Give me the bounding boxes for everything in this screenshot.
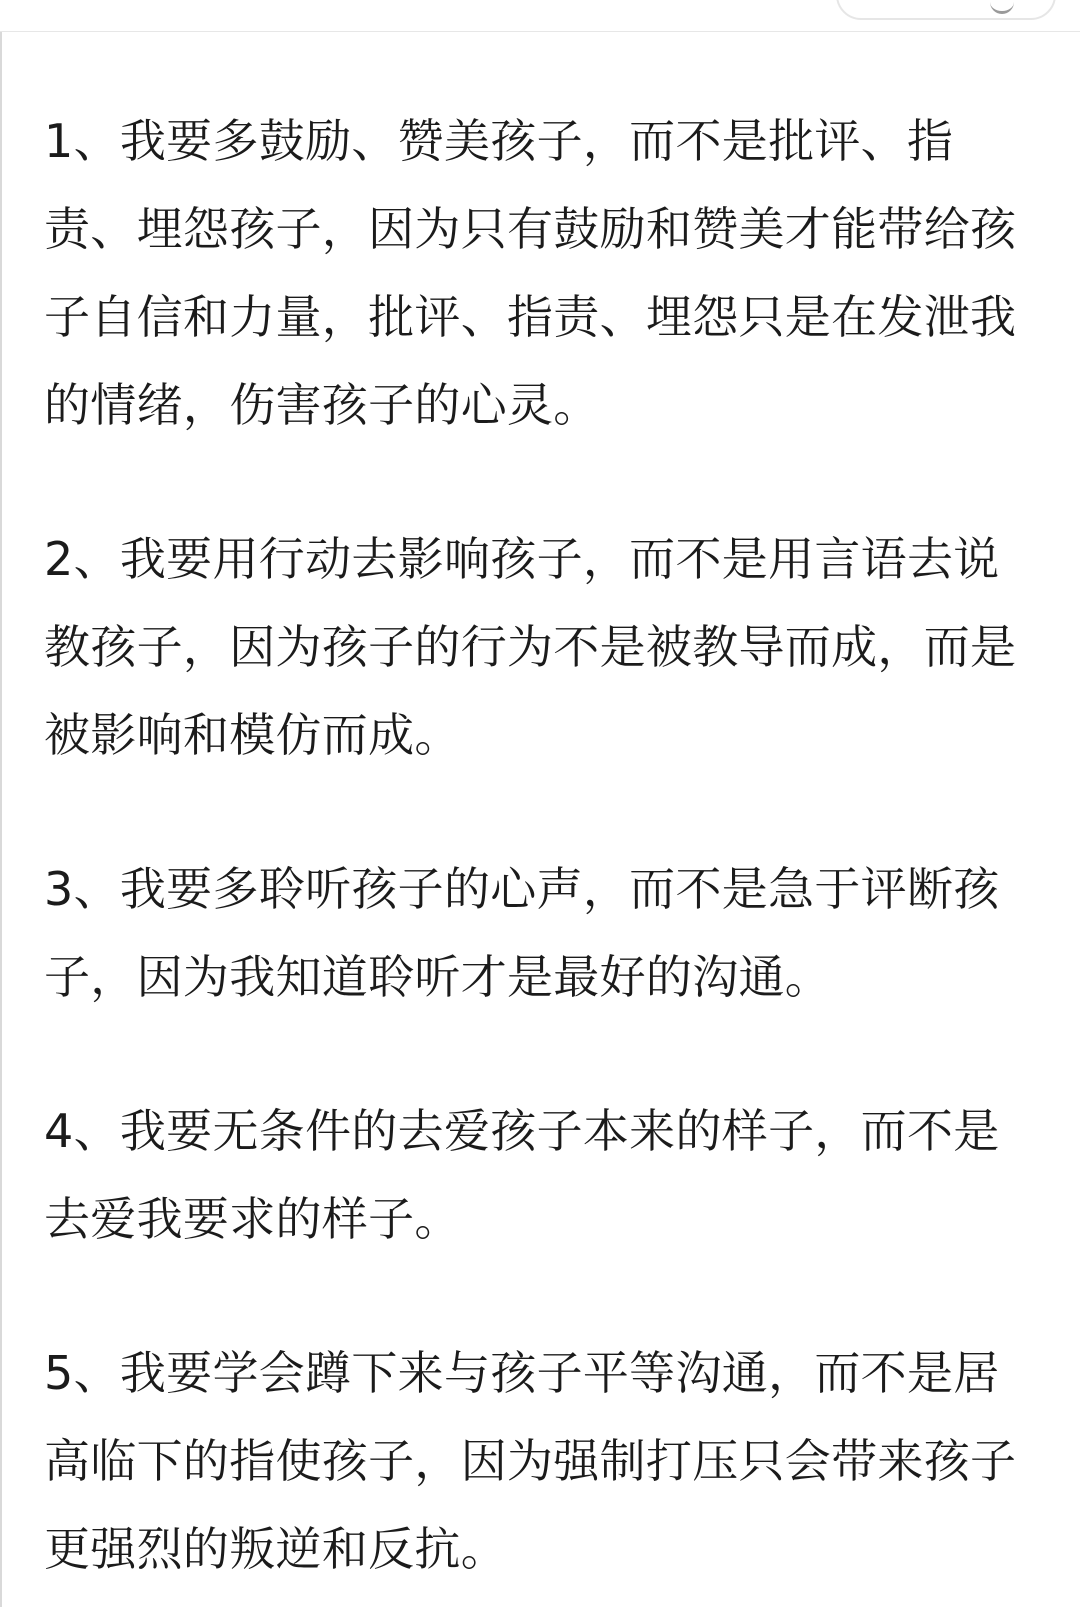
article-body [44, 97, 1044, 1593]
paragraph-2: 2、我要用行动去影响孩子，而不是用言语去说教孩子，因为孩子的行为不是被教导而成，而是被影响和模仿而成。 [44, 532, 1017, 762]
top-action-pill[interactable] [836, 0, 1056, 20]
left-edge-rule [0, 32, 2, 1607]
paragraph-4: 4、我要无条件的去爱孩子本来的样子，而不是去爱我要求的样子。 [44, 1104, 1000, 1246]
partial-control-icon[interactable] [990, 0, 1014, 14]
paragraph-1: 1、我要多鼓励、赞美孩子，而不是批评、指责、埋怨孩子，因为只有鼓励和赞美才能带给孩子自信和力量，批评、指责、埋怨只是在发泄我的情绪，伤害孩子的心灵。 [44, 114, 1017, 432]
paragraph-5: 5、我要学会蹲下来与孩子平等沟通，而不是居高临下的指使孩子，因为强制打压只会带来孩子更强烈的叛逆和反抗。 [44, 1346, 1017, 1576]
top-divider [0, 31, 1080, 32]
paragraph-3: 3、我要多聆听孩子的心声，而不是急于评断孩子，因为我知道聆听才是最好的沟通。 [44, 862, 1000, 1004]
